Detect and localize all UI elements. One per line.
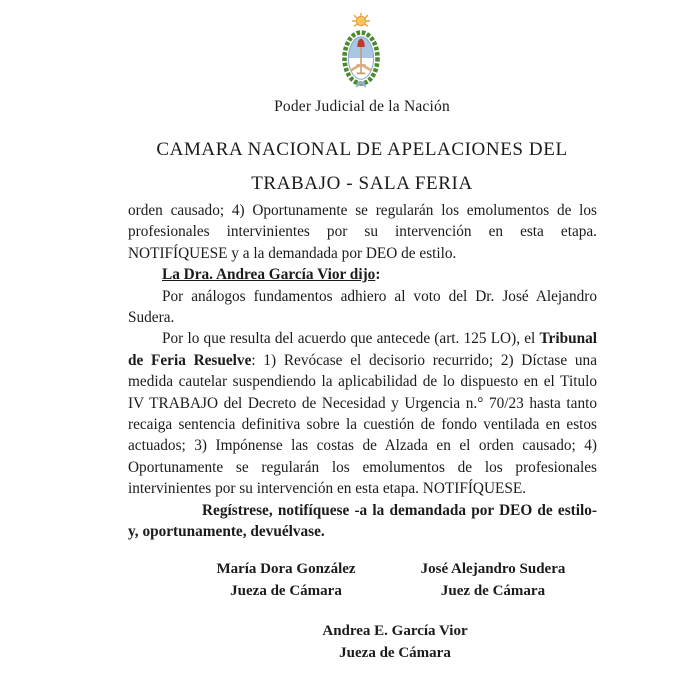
pike-pole (360, 46, 362, 73)
judge-role: Jueza de Cámara (339, 644, 451, 661)
text-segment: : 1) Revócase el decisorio recurrido; 2) Díctase una medida cautelar suspendiendo la aplicabilidad de lo dispuesto en el Titulo IV TRABAJO del Decreto de Necesidad y Urgencia n.° 70/23 hasta tanto recaiga sentencia definitiva sobre la cuestión de fondo ventilada en estos actuados; 3) Impónense las costas de Alzada en el orden causado; 4) Oportunamente se regularán los emolumentos de los profesionales intervinientes por su intervención en esta etapa. NOTIFÍQUESE. (128, 351, 597, 498)
text-segment: : (375, 266, 381, 284)
text-segment: Tribunal de Feria Resuelve (128, 330, 597, 369)
paragraph (128, 500, 597, 543)
court-heading (0, 133, 700, 201)
paragraph (128, 328, 597, 499)
hands-clasp (356, 64, 366, 67)
judge-role: Juez de Cámara (440, 582, 546, 599)
judge-name: Andrea E. García Vior (322, 623, 468, 639)
judge-name: José Alejandro Sudera (420, 561, 566, 577)
text-segment: Por análogos fundamentos adhiero al voto del Dr. José Alejandro Sudera. (128, 287, 597, 327)
text-segment: Regístrese, notifíquese -a la demandada por DEO de estilo- y, oportunamente, devuélvase. (128, 501, 597, 541)
signature-block-right (363, 559, 623, 602)
text-segment: Por lo que resulta del acuerdo que antecede (art. 125 LO), el (162, 330, 540, 348)
court-heading-line2: TRABAJO - SALA FERIA (251, 173, 473, 194)
paragraph (128, 200, 597, 264)
institution-title: Poder Judicial de la Nación (274, 98, 450, 115)
argentina-coat-of-arms-icon (337, 12, 385, 90)
document-body (128, 200, 597, 543)
signature-block-bottom (265, 621, 525, 664)
judge-name: María Dora González (216, 561, 356, 577)
pole-base (357, 73, 366, 75)
court-heading-line1: CAMARA NACIONAL DE APELACIONES DEL (156, 139, 568, 160)
text-segment: orden causado; 4) Oportunamente se regularán los emolumentos de los profesionales intervinientes por su intervención en esta etapa. NOTIFÍQUESE y a la demandada por DEO de estilo. (128, 202, 597, 262)
paragraph (128, 264, 597, 285)
text-segment: La Dra. Andrea García Vior dijo (162, 266, 376, 284)
judge-role: Jueza de Cámara (230, 582, 342, 599)
paragraph (128, 286, 597, 329)
